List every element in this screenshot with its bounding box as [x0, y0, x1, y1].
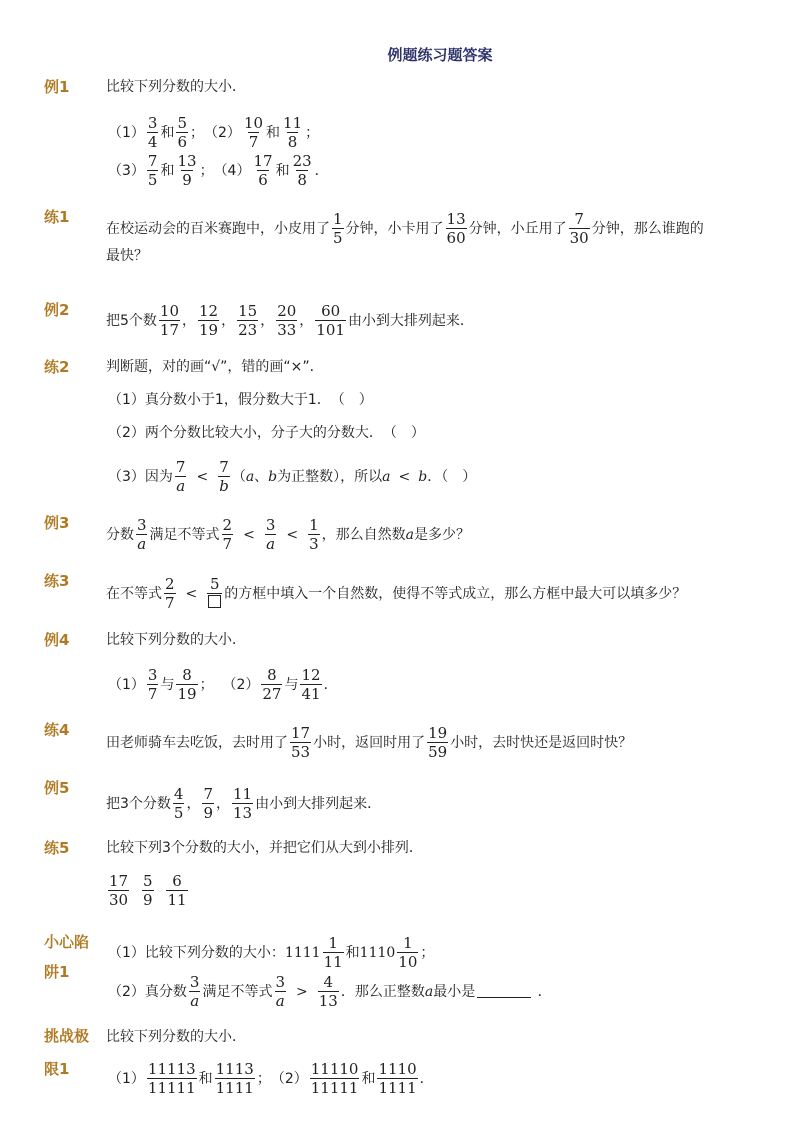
answer-blank [477, 985, 531, 998]
fraction: $\frac{8}{19}$ [177, 666, 197, 703]
label-practice-2: 练2 [44, 358, 70, 376]
fraction: $\frac{1113}{1111}$ [215, 1060, 254, 1097]
empty-box [208, 595, 221, 608]
fraction: $\frac{23}{8}$ [292, 152, 312, 189]
label-example-4: 例4 [44, 631, 70, 649]
example-2-line: 把5个数 $\frac{10}{17}$ ， $\frac{12}{19}$ ， $\frac{15}{23}$ ， $\frac{20}{33}$ ， $\frac{60}{101}$ 由小到大排列起来． [106, 302, 474, 339]
label-challenge-line-1: 挑战极 [44, 1027, 90, 1045]
fraction: $\frac{7}{b}$ [219, 458, 229, 495]
fraction: $\frac{11110}{11111}$ [310, 1060, 359, 1097]
challenge-line: （1） $\frac{11113}{11111}$ 和 $\frac{1113}{1111}$ ； （2） $\frac{11110}{11111}$ 和 $\frac{1110}{1111}$ ． [108, 1060, 434, 1097]
practice-5-fractions [106, 872, 190, 909]
fraction: $\frac{10}{17}$ [159, 302, 180, 339]
example-4-question: 比较下列分数的大小． [106, 632, 246, 648]
label-trap-line-1: 小心陷 [44, 933, 90, 951]
challenge-question: 比较下列分数的大小． [106, 1029, 246, 1045]
practice-3-line: 在不等式 $\frac{2}{7}$ < 5 的方框中填入一个自然数，使得不等式成立，那么方框中最大可以填多少？ [106, 575, 687, 612]
fraction: $\frac{3}{a}$ [265, 516, 276, 553]
label-example-3: 例3 [44, 514, 70, 532]
practice-1-line-1: 在校运动会的百米赛跑中，小皮用了 $\frac{1}{5}$ 分钟，小卡用了 $\frac{13}{60}$ 分钟，小丘用了 $\frac{7}{30}$ 分钟，那么谁跑的 [106, 210, 704, 247]
label-example-1: 例1 [44, 78, 70, 96]
fraction: $\frac{7}{30}$ [569, 210, 589, 247]
label-practice-1: 练1 [44, 208, 70, 226]
fraction: $\frac{6}{11}$ [167, 872, 187, 909]
label-practice-4: 练4 [44, 721, 70, 739]
fraction: $\frac{5}{6}$ [177, 114, 188, 151]
label-example-5: 例5 [44, 779, 70, 797]
fraction: $\frac{3}{a}$ [189, 973, 200, 1010]
practice-4-line: 田老师骑车去吃饭，去时用了 $\frac{17}{53}$ 小时，返回时用了 $\frac{19}{59}$ 小时，去时快还是返回时快？ [106, 724, 633, 761]
example-5-line: 把3个分数 $\frac{4}{5}$ ， $\frac{7}{9}$ ， $\frac{11}{13}$ 由小到大排列起来． [106, 785, 382, 822]
fraction: $\frac{11}{8}$ [283, 114, 303, 151]
practice-2-statement-3: （3）因为 $\frac{7}{a}$ < $\frac{7}{b}$ （ a 、 b 为正整数），所以 a < b ．（ ） [108, 458, 477, 495]
fraction: $\frac{3}{7}$ [147, 666, 158, 703]
fraction: $\frac{7}{5}$ [147, 152, 158, 189]
page-title: 例题练习题答案 [387, 46, 493, 64]
fraction-with-box: 5 [207, 575, 222, 612]
fraction: $\frac{17}{30}$ [109, 872, 129, 909]
fraction: $\frac{3}{a}$ [137, 516, 147, 553]
fraction: $\frac{3}{4}$ [147, 114, 158, 151]
fraction: $\frac{60}{101}$ [316, 302, 345, 339]
example-1-line-2: （3） $\frac{7}{5}$ 和 $\frac{13}{9}$ ； （4） $\frac{17}{6}$ 和 $\frac{23}{8}$ ． [108, 152, 329, 189]
practice-2-question: 判断题，对的画“√”，错的画“×”． [106, 359, 324, 375]
fraction: $\frac{10}{7}$ [243, 114, 264, 151]
fraction: $\frac{2}{7}$ [165, 575, 175, 612]
label-practice-3: 练3 [44, 572, 70, 590]
fraction: $\frac{5}{9}$ [143, 872, 153, 909]
fraction: $\frac{7}{9}$ [203, 785, 214, 822]
example-1-question: 比较下列分数的大小． [106, 79, 246, 95]
fraction: $\frac{12}{19}$ [199, 302, 219, 339]
practice-5-question: 比较下列3个分数的大小，并把它们从大到小排列． [106, 840, 423, 856]
fraction: $\frac{20}{33}$ [277, 302, 297, 339]
fraction: $\frac{8}{27}$ [262, 666, 282, 703]
trap-statement-1: （1）比较下列分数的大小： 1111 $\frac{1}{11}$ 和 1110 $\frac{1}{10}$ ； [108, 934, 435, 971]
fraction: $\frac{1}{10}$ [398, 934, 418, 971]
fraction: $\frac{7}{a}$ [175, 458, 186, 495]
label-practice-5: 练5 [44, 839, 70, 857]
label-challenge-line-2: 限1 [44, 1060, 70, 1078]
fraction: $\frac{13}{60}$ [446, 210, 466, 247]
fraction: $\frac{12}{41}$ [301, 666, 321, 703]
trap-statement-2: （2）真分数 $\frac{3}{a}$ 满足不等式 $\frac{3}{a}$ > $\frac{4}{13}$ ．那么正整数 a 最小是 ． [108, 973, 552, 1010]
fraction: $\frac{4}{13}$ [318, 973, 338, 1010]
fraction: $\frac{4}{5}$ [173, 785, 184, 822]
fraction: $\frac{1}{3}$ [309, 516, 319, 553]
label-example-2: 例2 [44, 301, 70, 319]
label-trap-line-2: 阱1 [44, 963, 70, 981]
fraction: $\frac{15}{23}$ [238, 302, 258, 339]
fraction: $\frac{1110}{1111}$ [378, 1060, 417, 1097]
fraction: $\frac{2}{7}$ [222, 516, 233, 553]
practice-2-statement-2: （2）两个分数比较大小，分子大的分数大． （ ） [108, 425, 425, 441]
example-1-line-1: （1） $\frac{3}{4}$ 和 $\frac{5}{6}$ ； （2） $\frac{10}{7}$ 和 $\frac{11}{8}$ ； [108, 114, 320, 151]
fraction: $\frac{3}{a}$ [275, 973, 286, 1010]
fraction: $\frac{1}{5}$ [333, 210, 343, 247]
fraction: $\frac{17}{53}$ [291, 724, 311, 761]
fraction: $\frac{17}{6}$ [253, 152, 273, 189]
fraction: $\frac{13}{9}$ [177, 152, 197, 189]
example-4-line: （1） $\frac{3}{7}$ 与 $\frac{8}{19}$ ； （2） $\frac{8}{27}$ 与 $\frac{12}{41}$ ． [108, 666, 338, 703]
practice-2-statement-1: （1）真分数小于1，假分数大于1． （ ） [108, 392, 373, 408]
fraction: $\frac{19}{59}$ [428, 724, 448, 761]
fraction: $\frac{11}{13}$ [233, 785, 253, 822]
practice-1-line-2: 最快？ [106, 248, 148, 264]
fraction: $\frac{1}{11}$ [323, 934, 343, 971]
fraction: $\frac{11113}{11111}$ [147, 1060, 196, 1097]
example-3-line: 分数 $\frac{3}{a}$ 满足不等式 $\frac{2}{7}$ < $\frac{3}{a}$ < $\frac{1}{3}$ ，那么自然数 a 是多少？ [106, 516, 471, 553]
